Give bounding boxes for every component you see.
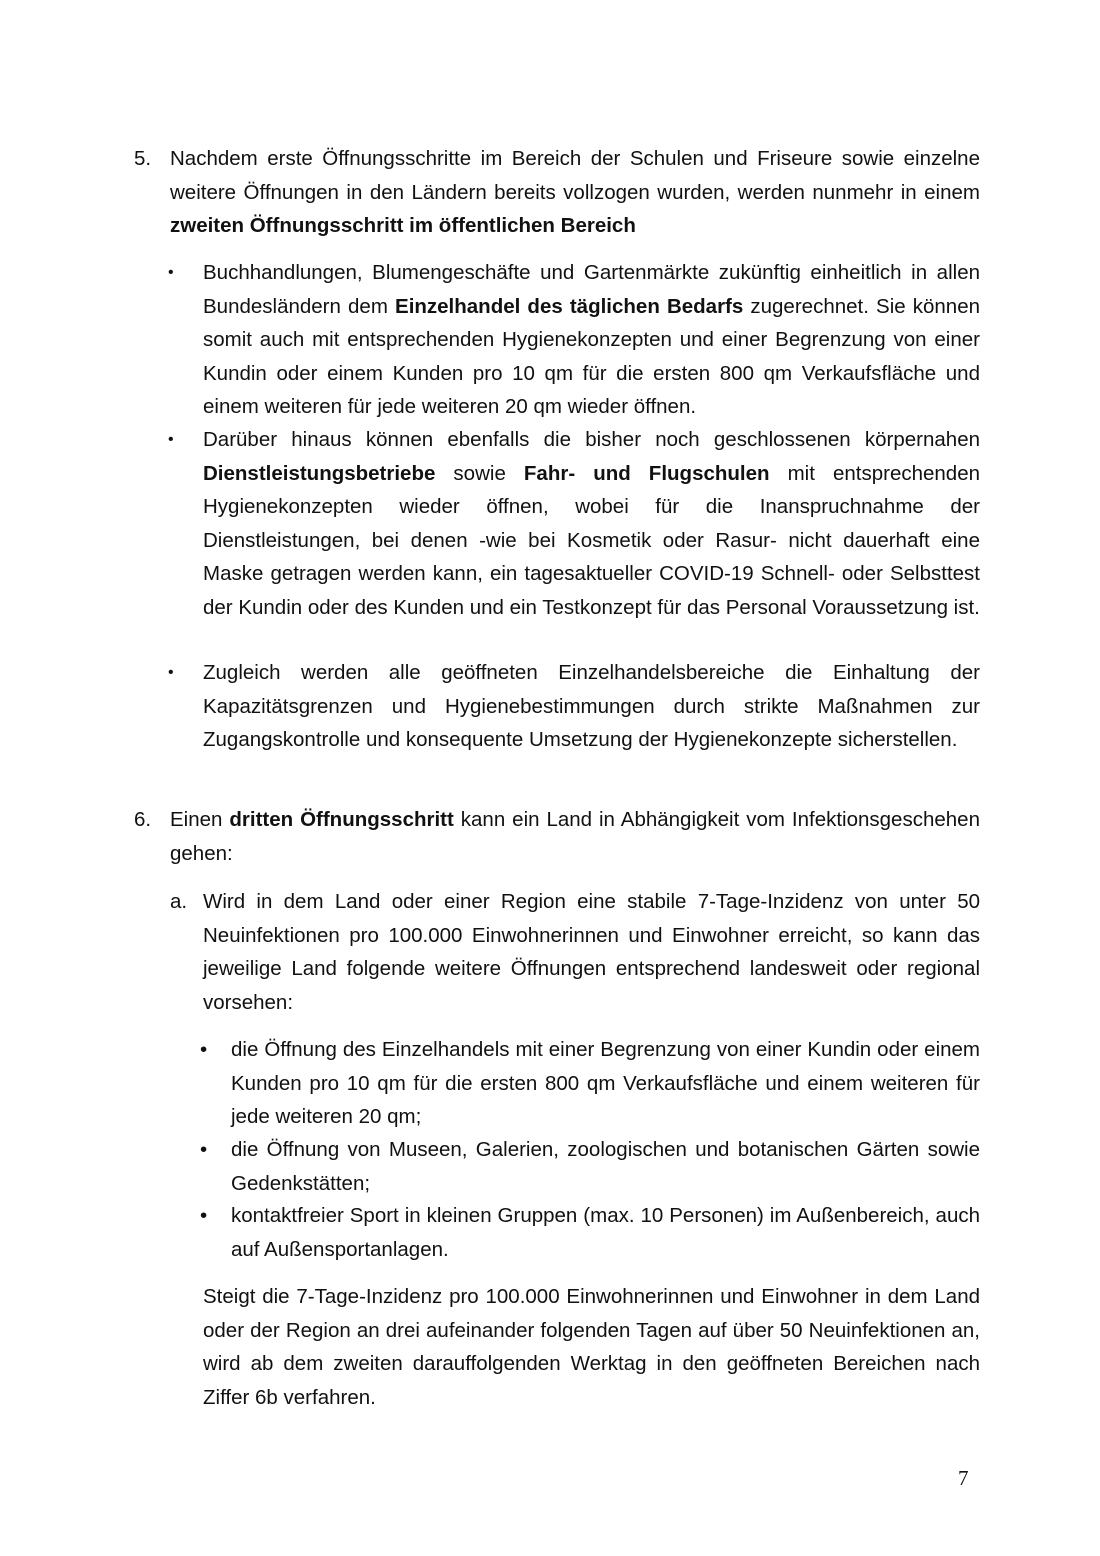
bullet-icon: • [168,264,174,281]
item-5-bullet-2 [203,423,980,624]
bullet-icon: • [168,431,174,448]
bullet-icon: • [200,1038,208,1061]
sub-a-closing-paragraph: Steigt die 7-Tage-Inzidenz pro 100.000 Einwohnerinnen und Einwohner in dem Land oder der Region an drei aufeinander folgenden Tagen auf über 50 Neuinfektionen an, wird ab dem zweiten darauffolgenden Werktag in den geöffneten Bereichen nach Ziffer 6b verfahren. [203,1285,980,1409]
item-5-bullet-1 [203,256,980,424]
sub-item-a-text: Wird in dem Land oder einer Region eine stabile 7-Tage-Inzidenz von unter 50 Neuinfektionen pro 100.000 Einwohnerinnen und Einwohner erreicht, so kann das jeweilige Land folgende weitere Öffnungen entsprechend landesweit oder regional vorsehen: [203,890,980,1014]
item-6-intro-text: Einen [170,808,230,831]
item-5-intro-text: Nachdem erste Öffnungsschritte im Bereich der Schulen und Friseure sowie einzelne weitere Öffnungen in den Ländern bereits vollzogen wurden, werden nunmehr in einem [170,147,980,204]
item-number-5: 5. [134,147,152,170]
bullet-2-text-3: mit entsprechenden Hygienekonzepten wieder öffnen, wobei für die Inanspruchnahme der Dienstleistungen, bei denen -wie bei Kosmetik oder Rasur- nicht dauerhaft eine Maske getragen werden kann, ein tagesaktueller COVID-19 Schnell- oder Selbsttest der Kundin oder des Kunden und ein Testkonzept für das Personal Voraussetzung ist. [203,461,980,619]
bullet-1-bold: Einzelhandel des täglichen Bedarfs [395,294,744,318]
bullet-2-text-2: sowie [435,461,524,485]
bullet-2-bold-2: Fahr- und Flugschulen [523,461,770,485]
item-6-intro-bold: dritten Öffnungsschritt [229,808,454,831]
sub-a-bullet-2: die Öffnung von Museen, Galerien, zoologischen und botanischen Gärten sowie Gedenkstätten; [231,1138,980,1195]
bullet-2-bold-1: Dienstleistungsbetriebe [203,461,436,485]
item-5-intro-bold: zweiten Öffnungsschritt im öffentlichen Bereich [170,214,636,237]
sub-a-bullet-3: kontaktfreier Sport in kleinen Gruppen (max. 10 Personen) im Außenbereich, auch auf Außensportanlagen. [231,1204,980,1261]
bullet-3-text: Zugleich werden alle geöffneten Einzelhandelsbereiche die Einhaltung der Kapazitätsgrenzen und Hygienebestimmungen durch strikte Maßnahmen zur Zugangskontrolle und konsequente Umsetzung der Hygienekonzepte sicherstellen. [203,661,980,751]
page-number: 7 [958,1466,969,1490]
sub-item-letter-a: a. [170,890,188,913]
bullet-icon: • [200,1204,208,1227]
item-5-bullet-3 [203,656,980,757]
bullet-icon: • [200,1138,208,1161]
item-6-intro-text-2: kann ein Land in Abhängigkeit vom Infektionsgeschehen gehen: [170,808,980,865]
bullet-icon: • [168,664,174,681]
sub-a-bullet-1: die Öffnung des Einzelhandels mit einer Begrenzung von einer Kundin oder einem Kunden pro 10 qm für die ersten 800 qm Verkaufsfläche und einem weiteren für jede weiteren 20 qm; [231,1038,980,1128]
bullet-2-text: Darüber hinaus können ebenfalls die bisher noch geschlossenen körpernahen [203,428,980,451]
item-number-6: 6. [134,808,152,831]
item-6-intro [170,803,980,870]
bullet-1-text-2: zugerechnet. Sie können somit auch mit entsprechenden Hygienekonzepten und einer Begrenzung von einer Kundin oder einem Kunden pro 10 qm für die ersten 800 qm Verkaufsfläche und einem weiteren für jede weiteren 20 qm wieder öffnen. [203,294,981,418]
item-5-intro [170,142,980,243]
bullet-1-text: Buchhandlungen, Blumengeschäfte und Gartenmärkte zukünftig einheitlich in allen Bundesländern dem [203,261,980,318]
